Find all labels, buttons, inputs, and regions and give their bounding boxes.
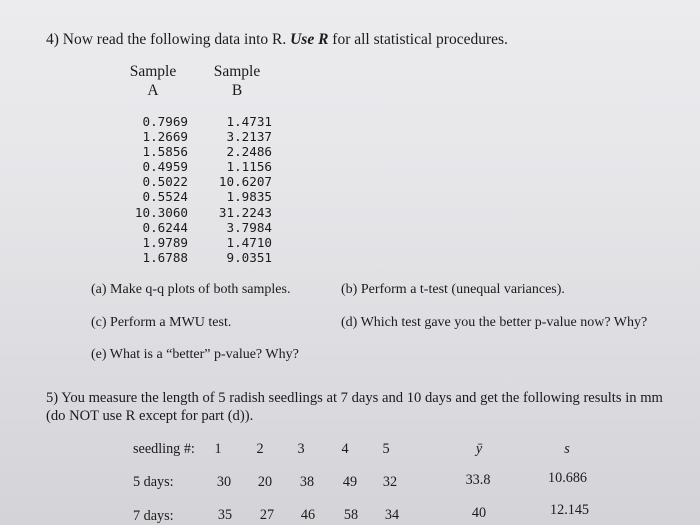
sample-b-value: 31.2243 (218, 204, 272, 220)
sample-b-value: 2.2486 (226, 144, 272, 160)
table-cell: 58 (343, 507, 359, 523)
table-header-label: seedling #: (133, 441, 195, 457)
q4-part-d: (d) Which test gave you the better p-value now? Why? (341, 315, 648, 330)
seedling-number: 2 (256, 441, 264, 457)
sample-b-value: 1.1156 (226, 159, 272, 175)
q4-rest: for all statistical procedures. (332, 31, 508, 48)
sample-a-value: 1.9789 (142, 234, 188, 250)
table-cell: 32 (382, 474, 398, 490)
sample-a-header: Sample A (129, 63, 177, 99)
row-label: 5 days: (133, 474, 174, 490)
table-cell: 27 (259, 507, 275, 523)
sample-a-value: 10.3060 (134, 204, 188, 220)
sample-b-value: 1.4731 (226, 114, 272, 129)
table-cell: 34 (384, 507, 400, 523)
sample-a-value: 1.5856 (142, 144, 188, 160)
q4-number: 4) (46, 31, 59, 48)
sample-a-value: 1.2669 (142, 129, 188, 145)
sample-b-value: 3.2137 (226, 129, 272, 145)
q4-emph: Use R (290, 31, 329, 48)
table-cell: 30 (216, 474, 232, 490)
table-cell: 46 (300, 507, 316, 523)
sd-value: 10.686 (548, 470, 588, 486)
question-5-text: 5) You measure the length of 5 radish seedlings at 7 days and 10 days and get the following results in mm (do NOT use R except for part (d)). (46, 390, 663, 424)
sample-b-value: 3.7984 (226, 219, 272, 235)
sd-value: 12.145 (550, 502, 590, 518)
sample-a-value: 0.6244 (142, 219, 188, 235)
sample-b-value: 1.4710 (226, 234, 272, 250)
sample-a-values (118, 114, 188, 265)
sample-a-value: 1.6788 (142, 249, 188, 265)
mean-header: ȳ (475, 441, 483, 457)
row-label: 7 days: (133, 508, 174, 524)
seedling-number: 4 (341, 441, 349, 457)
mean-value: 40 (471, 505, 487, 521)
sd-header: s (564, 441, 570, 457)
sample-a-value: 0.5524 (142, 189, 188, 205)
q4-intro: Now read the following data into R. (62, 31, 287, 48)
sample-b-header: Sample B (213, 63, 261, 99)
q4-part-e: (e) What is a “better” p-value? Why? (91, 347, 299, 362)
q4-part-b: (b) Perform a t-test (unequal variances). (341, 282, 565, 297)
seedling-number: 1 (214, 441, 222, 457)
sample-b-value: 9.0351 (226, 249, 272, 265)
sample-a-value: 0.4959 (142, 159, 188, 175)
question-4-title (46, 31, 508, 49)
sample-b-value: 10.6207 (218, 174, 272, 190)
mean-value: 33.8 (465, 472, 491, 488)
table-cell: 35 (217, 507, 233, 523)
sample-b-values (202, 114, 272, 265)
seedling-number: 5 (382, 441, 390, 457)
sample-a-value: 0.5022 (142, 174, 188, 190)
seedling-number: 3 (297, 441, 305, 457)
table-cell: 38 (299, 474, 315, 490)
table-cell: 49 (342, 474, 358, 490)
sample-b-value: 1.9835 (226, 189, 272, 205)
table-cell: 20 (257, 474, 273, 490)
q4-part-a: (a) Make q-q plots of both samples. (91, 282, 291, 297)
sample-a-value: 0.7969 (142, 114, 188, 129)
q4-part-c: (c) Perform a MWU test. (91, 315, 232, 330)
